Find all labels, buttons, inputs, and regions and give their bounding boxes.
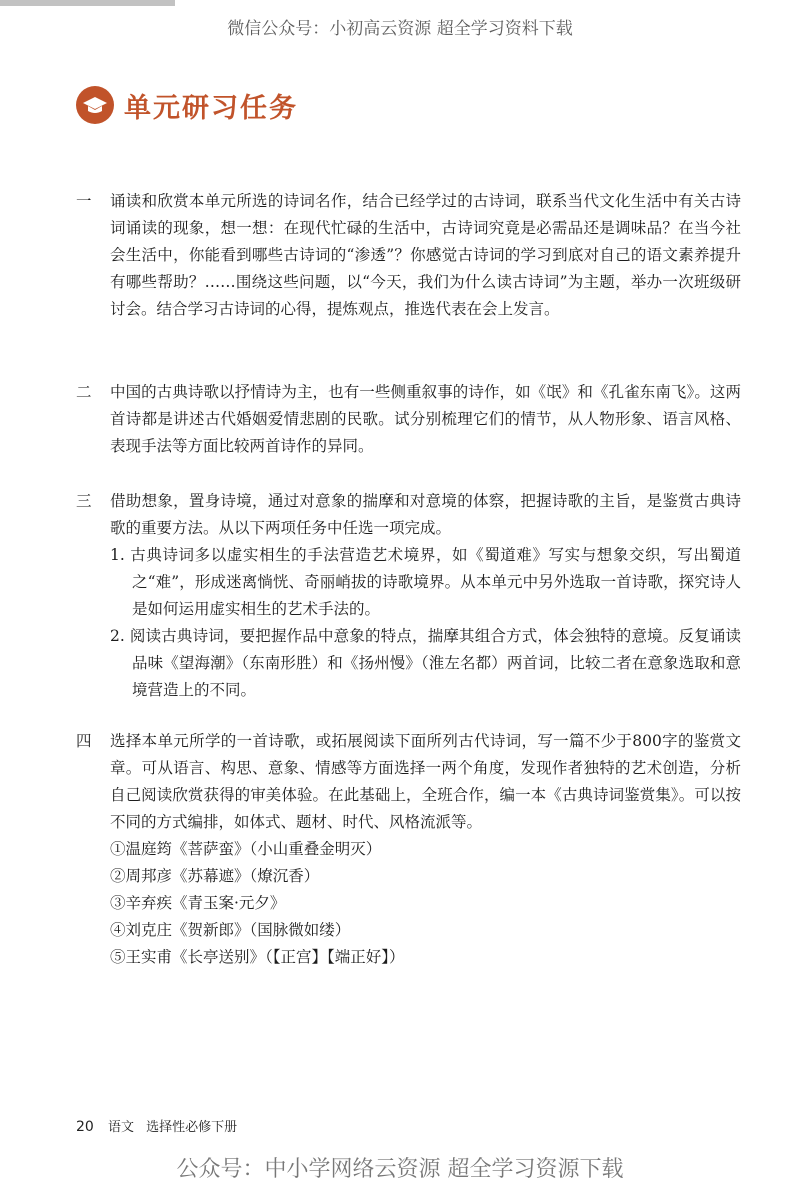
task-text: 中国的古典诗歌以抒情诗为主，也有一些侧重叙事的诗作，如《氓》和《孔雀东南飞》。这两首诗都是讲述古代婚姻爱情悲剧的民歌。试分别梳理它们的情节，从人物形象、语言风格、表现手法等方面比较两首诗作的异同。 [110,383,741,455]
task-number: 二 [76,383,92,401]
top-watermark: 微信公众号：小初高云资源 超全学习资料下载 [227,19,573,39]
reading-list-item: ④刘克庄《贺新郎》（国脉微如缕） [110,921,351,939]
subtask-item: 1. 古典诗词多以虚实相生的手法营造艺术境界，如《蜀道难》写实与想象交织，写出蜀道之“难”，形成迷离惝恍、奇丽峭拔的诗歌境界。从本单元中另外选取一首诗歌，探究诗人是如何运用虚实相生的艺术手法的。 [110,546,741,618]
task-number: 三 [76,492,92,510]
bottom-watermark: 公众号：中小学网络云资源 超全学习资源下载 [176,1157,624,1182]
reading-list-item: ②周邦彦《苏幕遮》（燎沉香） [110,867,320,885]
task-item [76,488,741,704]
reading-list [110,836,741,971]
section-title: 单元研习任务 [124,92,298,124]
page-footer [76,1116,237,1135]
scan-edge-strip [0,0,175,6]
page-number: 20 [76,1119,94,1135]
task-item [76,728,741,971]
book-volume: 选择性必修下册 [146,1120,238,1135]
task-text: 选择本单元所学的一首诗歌，或拓展阅读下面所列古代诗词，写一篇不少于800字的鉴赏文章。可从语言、构思、意象、情感等方面选择一两个角度，发现作者独特的艺术创造，分析自己阅读欣赏获得的审美体验。在此基础上，全班合作，编一本《古典诗词鉴赏集》。可以按不同的方式编排，如体式、题材、时代、风格流派等。 [110,732,741,831]
graduation-cap-icon [76,86,114,124]
reading-list-item: ①温庭筠《菩萨蛮》（小山重叠金明灭） [110,840,382,858]
reading-list-item: ③辛弃疾《青玉案·元夕》 [110,894,286,912]
task-number: 四 [76,732,92,750]
task-item [76,188,741,323]
reading-list-item: ⑤王实甫《长亭送别》（【正宫】【端正好】） [110,948,405,966]
section-header [76,80,298,130]
task-number: 一 [76,192,92,210]
task-item [76,379,741,460]
task-text: 借助想象，置身诗境，通过对意象的揣摩和对意境的体察，把握诗歌的主旨，是鉴赏古典诗歌的重要方法。从以下两项任务中任选一项完成。 [110,492,741,537]
subtask-item: 2. 阅读古典诗词，要把握作品中意象的特点，揣摩其组合方式，体会独特的意境。反复诵读品味《望海潮》（东南形胜）和《扬州慢》（淮左名都）两首词，比较二者在意象选取和意境营造上的不同。 [110,627,741,699]
task-text: 诵读和欣赏本单元所选的诗词名作，结合已经学过的古诗词，联系当代文化生活中有关古诗词诵读的现象，想一想：在现代忙碌的生活中，古诗词究竟是必需品还是调味品？在当今社会生活中，你能看到哪些古诗词的“渗透”？你感觉古诗词的学习到底对自己的语文素养提升有哪些帮助？……围绕这些问题，以“今天，我们为什么读古诗词”为主题，举办一次班级研讨会。结合学习古诗词的心得，提炼观点，推选代表在会上发言。 [110,192,741,318]
book-subject: 语文 [107,1120,134,1135]
